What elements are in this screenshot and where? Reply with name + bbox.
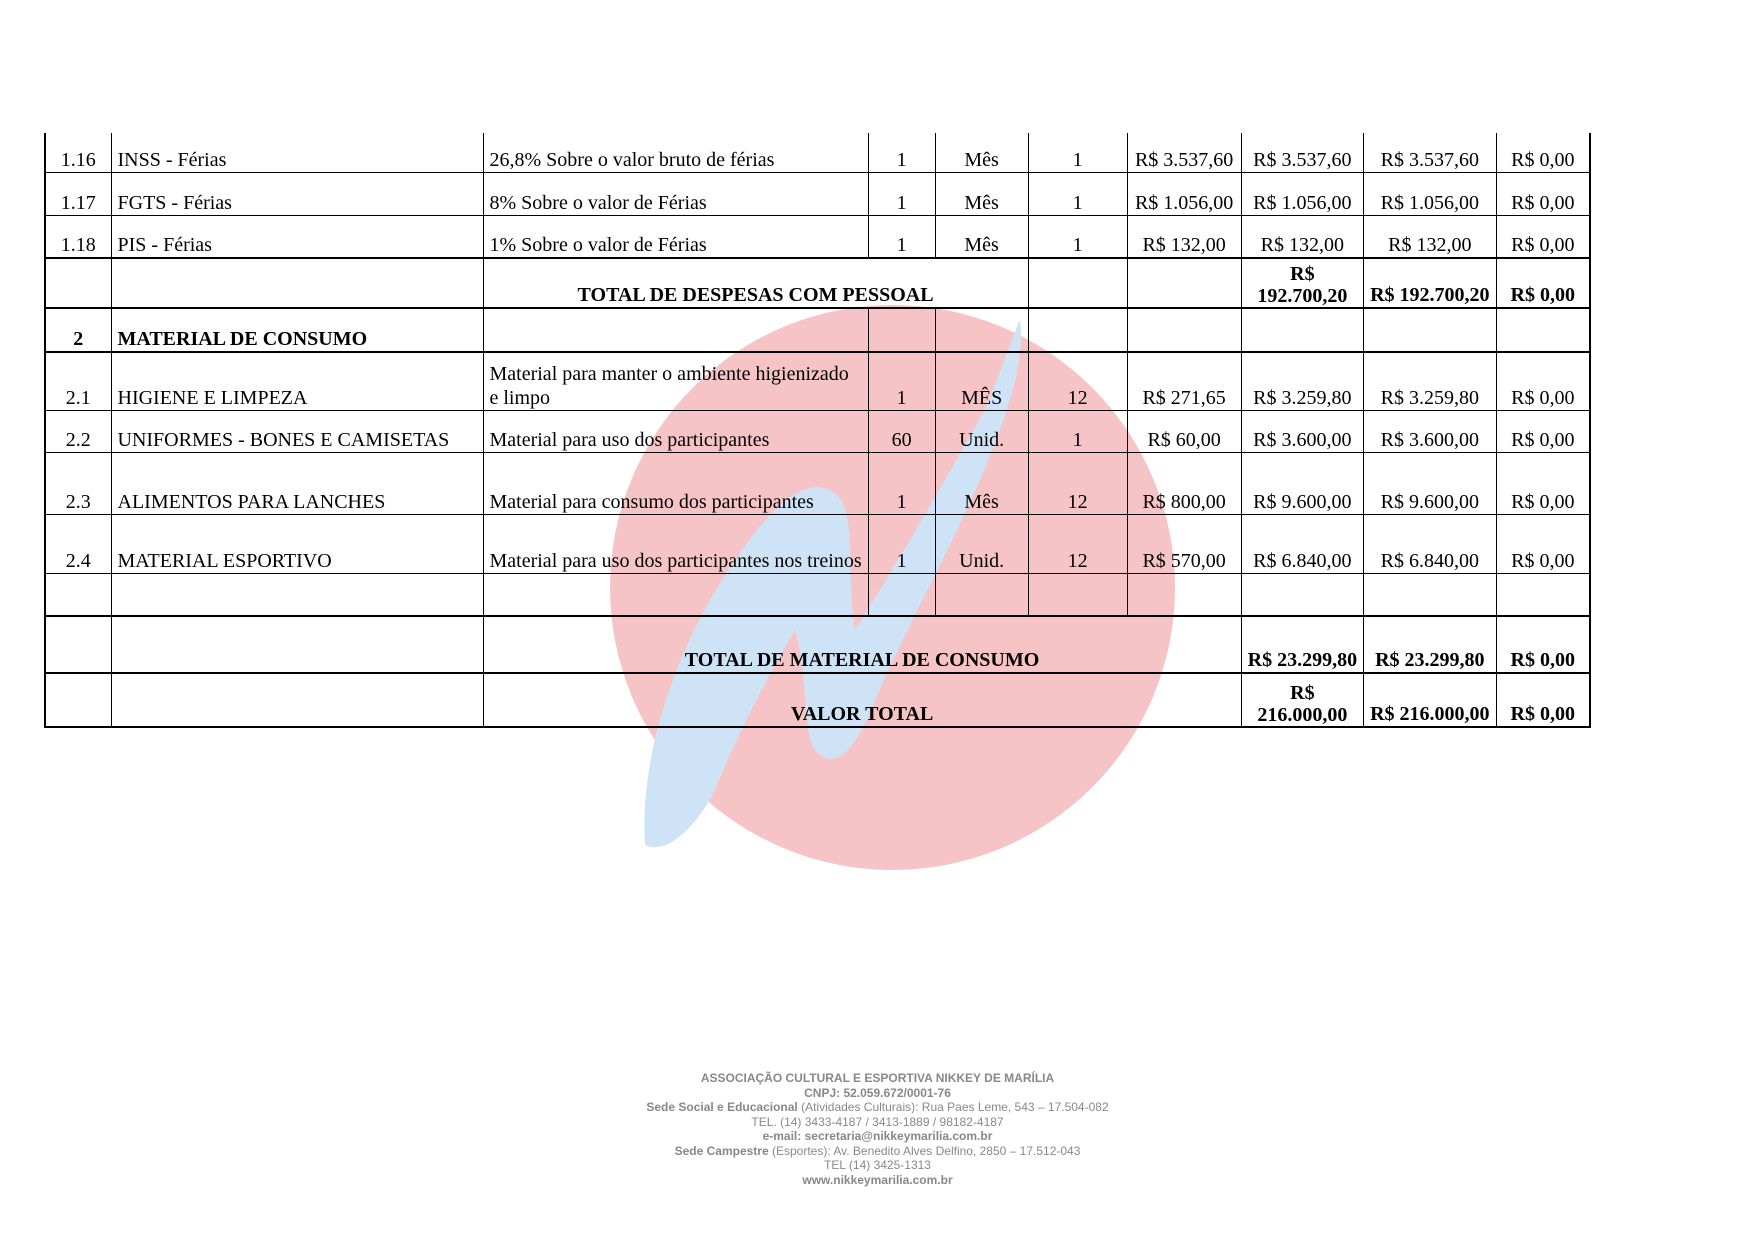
footer-email: e-mail: secretaria@nikkeymarilia.com.br	[762, 1129, 993, 1143]
item-period: 12	[1028, 514, 1127, 573]
item-description: HIGIENE E LIMPEZA	[111, 352, 483, 410]
item-period: 1	[1028, 172, 1127, 215]
item-description: UNIFORMES - BONES E CAMISETAS	[111, 410, 483, 452]
item-value-a: R$ 3.600,00	[1364, 410, 1496, 452]
item-quantity: 1	[868, 133, 935, 172]
item-period: 1	[1028, 215, 1127, 258]
item-quantity: 60	[868, 410, 935, 452]
item-value-b: R$ 0,00	[1496, 172, 1590, 215]
item-period: 1	[1028, 410, 1127, 452]
item-number: 2.2	[45, 410, 111, 452]
page-footer	[0, 1071, 1755, 1187]
item-unit-price: R$ 1.056,00	[1127, 172, 1241, 215]
item-value-a: R$ 1.056,00	[1364, 172, 1496, 215]
footer-website: www.nikkeymarilia.com.br	[802, 1172, 953, 1187]
item-unit-price: R$ 60,00	[1127, 410, 1241, 452]
item-value-b: R$ 0,00	[1496, 133, 1590, 172]
footer-org-name: ASSOCIAÇÃO CULTURAL E ESPORTIVA NIKKEY DE MARÍLIA	[700, 1071, 1055, 1085]
table-row	[45, 410, 1590, 452]
item-total: R$ 1.056,00	[1241, 172, 1363, 215]
footer-phone-campestre: TEL (14) 3425-1313	[824, 1158, 931, 1172]
item-unit-price: R$ 570,00	[1127, 514, 1241, 573]
item-total: R$ 3.259,80	[1241, 352, 1363, 410]
footer-cnpj: CNPJ: 52.059.672/0001-76	[804, 1085, 951, 1100]
item-value-b: R$ 0,00	[1496, 410, 1590, 452]
subtotal-row-material	[45, 616, 1590, 673]
table-row	[45, 172, 1590, 215]
item-total: R$ 9.600,00	[1241, 452, 1363, 514]
item-quantity: 1	[868, 215, 935, 258]
item-description: PIS - Férias	[111, 215, 483, 258]
total-pessoal-label: TOTAL DE DESPESAS COM PESSOAL	[483, 258, 1028, 308]
total-pessoal-total: R$ 192.700,20	[1241, 258, 1363, 308]
table-row	[45, 215, 1590, 258]
total-pessoal-value-a: R$ 192.700,20	[1364, 258, 1496, 308]
item-total: R$ 3.600,00	[1241, 410, 1363, 452]
item-unit: Mês	[935, 133, 1028, 172]
item-unit: Unid.	[935, 410, 1028, 452]
grand-total-row	[45, 673, 1590, 727]
table-row	[45, 352, 1590, 410]
item-specification: Material para manter o ambiente higienizado e limpo	[483, 352, 868, 410]
item-total: R$ 132,00	[1241, 215, 1363, 258]
budget-table	[44, 133, 1591, 728]
empty-row	[45, 573, 1590, 616]
item-unit: Mês	[935, 172, 1028, 215]
item-value-a: R$ 132,00	[1364, 215, 1496, 258]
subtotal-row-pessoal	[45, 258, 1590, 308]
total-material-value-b: R$ 0,00	[1496, 616, 1590, 673]
footer-sede-campestre: Sede Campestre (Esportes): Av. Benedito Alves Delfino, 2850 – 17.512-043	[674, 1143, 1081, 1158]
item-value-a: R$ 6.840,00	[1364, 514, 1496, 573]
item-value-b: R$ 0,00	[1496, 215, 1590, 258]
item-total: R$ 6.840,00	[1241, 514, 1363, 573]
item-quantity: 1	[868, 352, 935, 410]
section-number: 2	[45, 308, 111, 352]
item-value-a: R$ 9.600,00	[1364, 452, 1496, 514]
item-number: 2.3	[45, 452, 111, 514]
item-specification: 8% Sobre o valor de Férias	[483, 172, 868, 215]
total-material-total: R$ 23.299,80	[1241, 616, 1363, 673]
item-value-b: R$ 0,00	[1496, 352, 1590, 410]
grand-total-value-b: R$ 0,00	[1496, 673, 1590, 727]
item-quantity: 1	[868, 514, 935, 573]
item-description: MATERIAL ESPORTIVO	[111, 514, 483, 573]
section-header-row	[45, 308, 1590, 352]
total-material-label: TOTAL DE MATERIAL DE CONSUMO	[483, 616, 1241, 673]
item-period: 12	[1028, 352, 1127, 410]
footer-sede-social: Sede Social e Educacional (Atividades Culturais): Rua Paes Leme, 543 – 17.504-082	[646, 1100, 1109, 1114]
item-specification: Material para consumo dos participantes	[483, 452, 868, 514]
item-unit: Unid.	[935, 514, 1028, 573]
total-material-value-a: R$ 23.299,80	[1364, 616, 1496, 673]
item-description: ALIMENTOS PARA LANCHES	[111, 452, 483, 514]
item-specification: Material para uso dos participantes nos treinos	[483, 514, 868, 573]
table-row	[45, 452, 1590, 514]
item-description: FGTS - Férias	[111, 172, 483, 215]
item-description: INSS - Férias	[111, 133, 483, 172]
item-unit-price: R$ 800,00	[1127, 452, 1241, 514]
total-pessoal-value-b: R$ 0,00	[1496, 258, 1590, 308]
item-specification: 1% Sobre o valor de Férias	[483, 215, 868, 258]
item-value-b: R$ 0,00	[1496, 514, 1590, 573]
item-unit-price: R$ 271,65	[1127, 352, 1241, 410]
footer-phone-social: TEL. (14) 3433-4187 / 3413-1889 / 98182-4187	[751, 1114, 1004, 1129]
table-row	[45, 514, 1590, 573]
item-value-b: R$ 0,00	[1496, 452, 1590, 514]
item-quantity: 1	[868, 172, 935, 215]
item-unit-price: R$ 132,00	[1127, 215, 1241, 258]
grand-total-total: R$ 216.000,00	[1241, 673, 1363, 727]
item-unit-price: R$ 3.537,60	[1127, 133, 1241, 172]
table-row	[45, 133, 1590, 172]
grand-total-value-a: R$ 216.000,00	[1364, 673, 1496, 727]
item-value-a: R$ 3.537,60	[1364, 133, 1496, 172]
item-total: R$ 3.537,60	[1241, 133, 1363, 172]
item-number: 2.1	[45, 352, 111, 410]
item-period: 1	[1028, 133, 1127, 172]
item-specification: 26,8% Sobre o valor bruto de férias	[483, 133, 868, 172]
item-number: 2.4	[45, 514, 111, 573]
item-specification: Material para uso dos participantes	[483, 410, 868, 452]
section-title: MATERIAL DE CONSUMO	[111, 308, 483, 352]
item-number: 1.16	[45, 133, 111, 172]
item-unit: MÊS	[935, 352, 1028, 410]
item-number: 1.17	[45, 172, 111, 215]
item-period: 12	[1028, 452, 1127, 514]
item-unit: Mês	[935, 452, 1028, 514]
grand-total-label: VALOR TOTAL	[483, 673, 1241, 727]
item-value-a: R$ 3.259,80	[1364, 352, 1496, 410]
item-quantity: 1	[868, 452, 935, 514]
item-number: 1.18	[45, 215, 111, 258]
item-unit: Mês	[935, 215, 1028, 258]
